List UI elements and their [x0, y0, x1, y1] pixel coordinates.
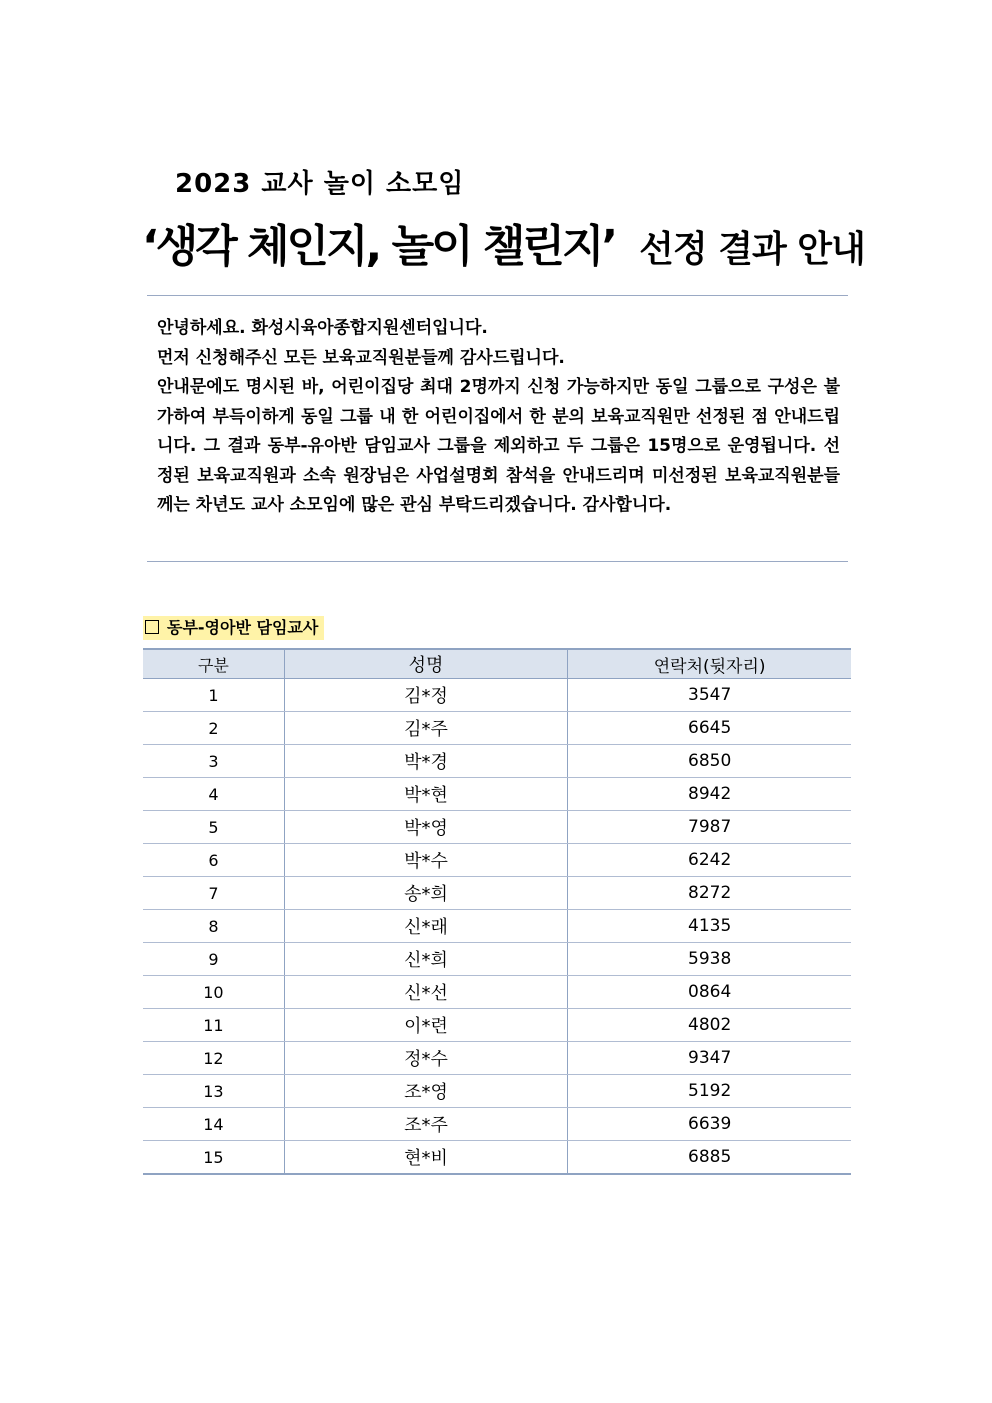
cell-number: 8 — [143, 910, 284, 943]
cell-contact: 4802 — [568, 1009, 851, 1042]
cell-contact: 6885 — [568, 1141, 851, 1175]
column-header-number: 구분 — [143, 649, 284, 679]
table-row — [143, 1009, 851, 1042]
cell-number: 13 — [143, 1075, 284, 1108]
cell-number: 15 — [143, 1141, 284, 1175]
cell-name: 김*주 — [284, 712, 567, 745]
cell-name: 송*희 — [284, 877, 567, 910]
cell-contact: 6639 — [568, 1108, 851, 1141]
title-slogan: ‘생각 체인지, 놀이 챌린지’ — [142, 221, 616, 272]
table-row — [143, 877, 851, 910]
table-row — [143, 1042, 851, 1075]
cell-name: 김*정 — [284, 679, 567, 712]
cell-number: 1 — [143, 679, 284, 712]
cell-number: 2 — [143, 712, 284, 745]
intro-notice — [157, 314, 840, 521]
table-row — [143, 943, 851, 976]
cell-name: 신*래 — [284, 910, 567, 943]
cell-contact: 6645 — [568, 712, 851, 745]
cell-number: 7 — [143, 877, 284, 910]
intro-thanks: 먼저 신청해주신 모든 보육교직원분들께 감사드립니다. — [157, 347, 565, 368]
cell-number: 12 — [143, 1042, 284, 1075]
cell-name: 정*수 — [284, 1042, 567, 1075]
cell-contact: 5938 — [568, 943, 851, 976]
section-heading-label: 동부-영아반 담임교사 — [167, 618, 319, 637]
intro-greeting: 안녕하세요. 화성시육아종합지원센터입니다. — [157, 318, 488, 338]
bottom-divider — [147, 561, 848, 562]
cell-name: 신*희 — [284, 943, 567, 976]
cell-number: 11 — [143, 1009, 284, 1042]
top-divider — [147, 295, 848, 296]
cell-contact: 4135 — [568, 910, 851, 943]
table-row — [143, 811, 851, 844]
table-row — [143, 679, 851, 712]
cell-name: 조*영 — [284, 1075, 567, 1108]
cell-name: 현*비 — [284, 1141, 567, 1175]
table-row — [143, 1141, 851, 1175]
cell-number: 3 — [143, 745, 284, 778]
cell-number: 14 — [143, 1108, 284, 1141]
document-subtitle: 2023 교사 놀이 소모임 — [175, 169, 465, 199]
cell-contact: 3547 — [568, 679, 851, 712]
intro-paragraph: 안내문에도 명시된 바, 어린이집당 최대 2명까지 신청 가능하지만 동일 그룹으로 구성은 불가하여 부득이하게 동일 그룹 내 한 어린이집에서 한 분의 보육교직원만 선정된 점 안내드립니다. 그 결과 동부-유아반 담임교사 그룹을 제외하고 두 그룹은 15명으로 운영됩니다. 선정된 보육교직원과 소속 원장님은 사업설명회 참석을 안내드리며 미선정된 보육교직원분들께는 차년도 교사 소모임에 많은 관심 부탁드리겠습니다. 감사합니다. — [157, 377, 840, 515]
title-tail: 선정 결과 안내 — [639, 229, 865, 270]
table-row — [143, 745, 851, 778]
cell-number: 4 — [143, 778, 284, 811]
cell-name: 이*련 — [284, 1009, 567, 1042]
section-heading — [143, 616, 324, 640]
column-header-contact: 연락처(뒷자리) — [568, 649, 851, 679]
table-row — [143, 910, 851, 943]
cell-contact: 6242 — [568, 844, 851, 877]
table-row — [143, 844, 851, 877]
table-row — [143, 778, 851, 811]
table-row — [143, 1108, 851, 1141]
document-title — [142, 210, 865, 274]
table-row — [143, 976, 851, 1009]
checkbox-square-icon — [145, 620, 159, 634]
cell-contact: 5192 — [568, 1075, 851, 1108]
cell-name: 박*현 — [284, 778, 567, 811]
column-header-name: 성명 — [284, 649, 567, 679]
cell-contact: 6850 — [568, 745, 851, 778]
selection-table — [143, 648, 851, 1175]
cell-contact: 0864 — [568, 976, 851, 1009]
cell-name: 박*수 — [284, 844, 567, 877]
cell-number: 9 — [143, 943, 284, 976]
cell-name: 박*경 — [284, 745, 567, 778]
cell-number: 5 — [143, 811, 284, 844]
cell-contact: 8272 — [568, 877, 851, 910]
cell-contact: 7987 — [568, 811, 851, 844]
table-header-row — [143, 649, 851, 679]
cell-name: 신*선 — [284, 976, 567, 1009]
table-row — [143, 1075, 851, 1108]
table-row — [143, 712, 851, 745]
cell-number: 6 — [143, 844, 284, 877]
cell-name: 박*영 — [284, 811, 567, 844]
cell-number: 10 — [143, 976, 284, 1009]
cell-name: 조*주 — [284, 1108, 567, 1141]
cell-contact: 9347 — [568, 1042, 851, 1075]
cell-contact: 8942 — [568, 778, 851, 811]
